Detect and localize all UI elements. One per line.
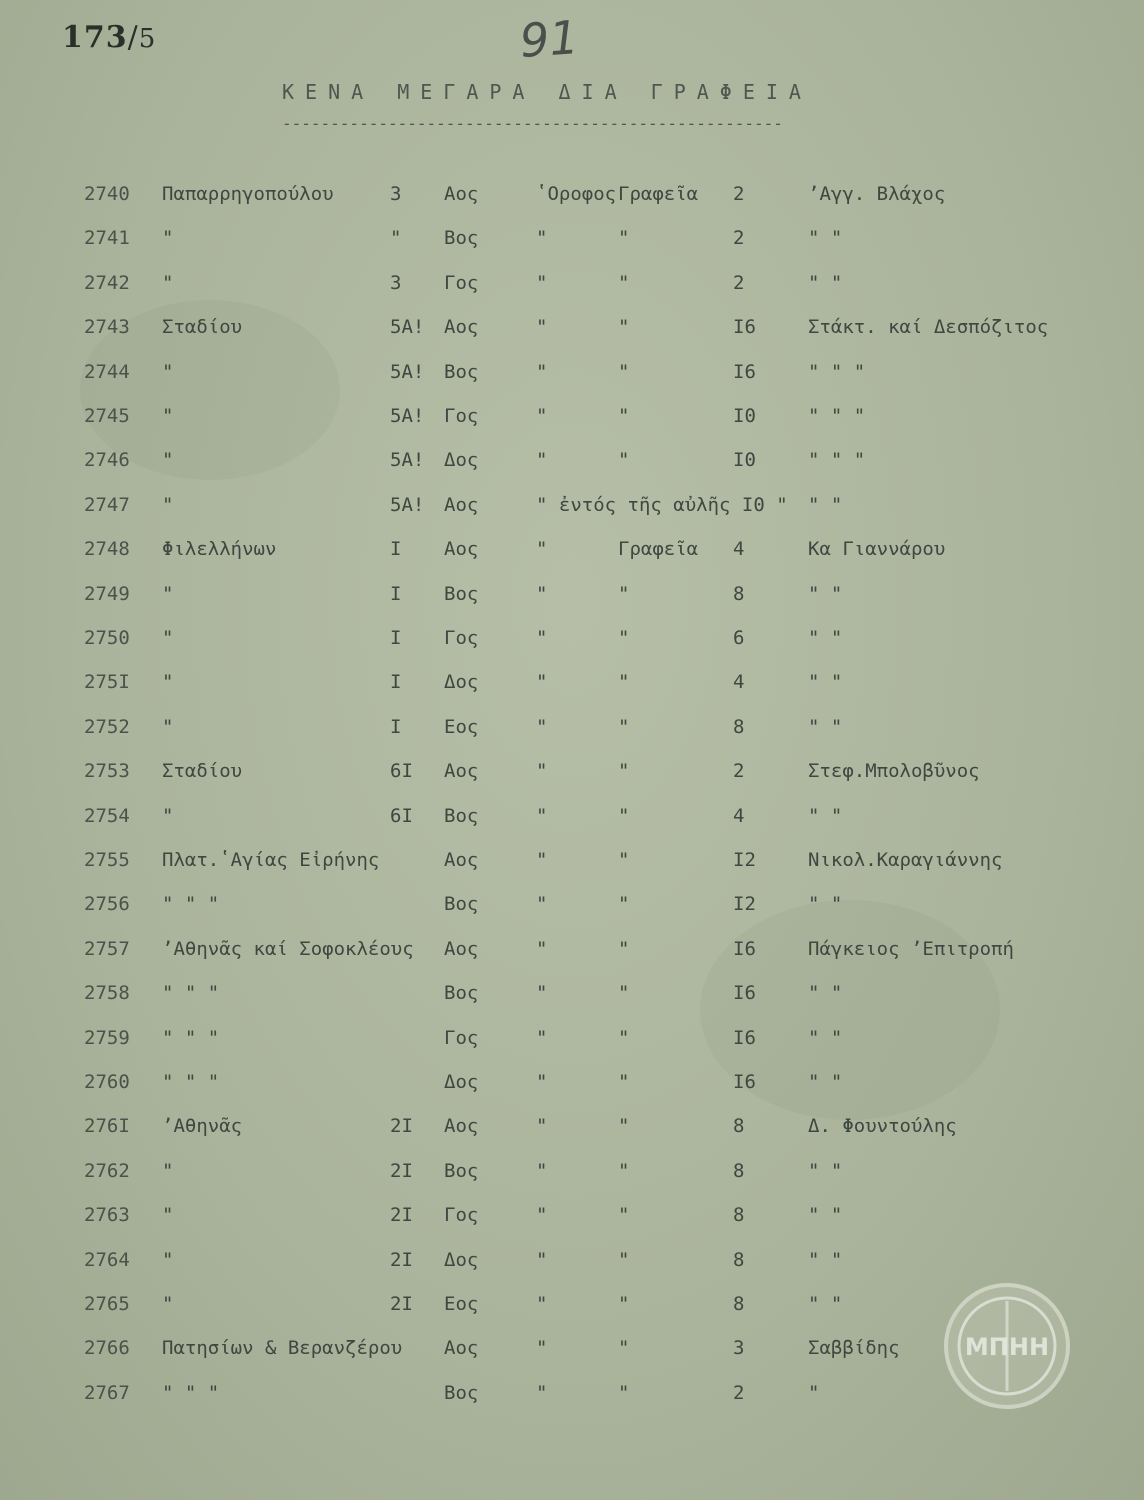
cell-no: 2754 (84, 804, 130, 827)
cell-d1: " (536, 316, 548, 339)
cell-no: 275Ι (84, 671, 130, 694)
cell-owner: " (808, 1381, 820, 1404)
cell-count: Ι0 (733, 449, 756, 472)
cell-owner: " " (808, 671, 843, 694)
cell-count: 8 (733, 1248, 745, 1271)
cell-no: 2756 (84, 893, 130, 916)
cell-owner: Στεφ.Μπολοβῦνος (808, 760, 980, 783)
cell-street: " " " (162, 893, 220, 916)
cell-type: " (618, 893, 630, 916)
cell-num: Ι (390, 715, 402, 738)
cell-num: 5Α! (390, 316, 425, 339)
cell-type: " (618, 982, 630, 1005)
cell-count: Ι6 (733, 360, 756, 383)
cell-street: Σταδίου (162, 316, 243, 339)
cell-floor: Αος (444, 760, 479, 783)
cell-street: " (162, 627, 174, 649)
cell-no: 2753 (84, 760, 130, 783)
cell-d1: " (536, 760, 548, 783)
cell-floor: Γος (444, 1026, 479, 1049)
cell-num: 5Α! (390, 360, 425, 383)
cell-count: 2 (733, 271, 745, 294)
cell-d1: " (536, 1026, 548, 1049)
table-row (0, 538, 1144, 568)
cell-floor: Γος (444, 1204, 479, 1227)
cell-street: " (162, 227, 174, 250)
table-row (0, 1249, 1144, 1279)
cell-street: " (162, 582, 174, 605)
cell-type: " (618, 715, 630, 738)
cell-no: 276Ι (84, 1115, 130, 1138)
cell-street: " (162, 1248, 174, 1271)
cell-count: 3 (733, 1337, 745, 1360)
table-row (0, 938, 1144, 968)
cell-type: " (618, 316, 630, 339)
stamp-emblem-icon (952, 1291, 1062, 1401)
cell-owner: " " (808, 1293, 843, 1315)
cell-street: " (162, 493, 174, 516)
cell-num: 5Α! (390, 405, 425, 427)
cell-floor: Αος (444, 538, 479, 561)
cell-type: " (618, 627, 630, 649)
archive-reference: 173/5 (62, 20, 157, 55)
cell-street: Πατησίων & Βερανζέρου (162, 1337, 403, 1360)
cell-type: " (618, 1026, 630, 1049)
cell-no: 2762 (84, 1159, 130, 1182)
table-row (0, 183, 1144, 213)
table-row (0, 982, 1144, 1012)
cell-floor: Εος (444, 1293, 479, 1315)
cell-owner: " " (808, 1248, 843, 1271)
table-row (0, 805, 1144, 835)
cell-type: Γραφεῖα (618, 183, 699, 205)
cell-count: 8 (733, 1204, 745, 1227)
cell-owner: " " (808, 804, 843, 827)
cell-owner: " " (808, 715, 843, 738)
cell-count: 8 (733, 1293, 745, 1315)
cell-owner: " " (808, 982, 843, 1005)
cell-no: 2740 (84, 183, 130, 205)
cell-owner: " " (808, 627, 843, 649)
cell-no: 2746 (84, 449, 130, 472)
cell-street: " (162, 671, 174, 694)
cell-type: " (618, 1204, 630, 1227)
cell-count: 8 (733, 1159, 745, 1182)
cell-owner: " " (808, 1026, 843, 1049)
cell-d1: " (536, 360, 548, 383)
cell-num: 6Ι (390, 804, 413, 827)
cell-owner: " " (808, 1071, 843, 1093)
cell-street: " " " (162, 1381, 220, 1404)
cell-num: 3 (390, 183, 402, 205)
cell-num: 2Ι (390, 1248, 413, 1271)
cell-floor: Δος (444, 1248, 479, 1271)
cell-floor: Βος (444, 1381, 479, 1404)
cell-floor: Δος (444, 671, 479, 694)
cell-d1: " (536, 1204, 548, 1227)
cell-count: 8 (733, 715, 745, 738)
cell-count: Ι6 (733, 316, 756, 339)
cell-owner: Νικολ.Καραγιάννης (808, 849, 1003, 871)
cell-no: 2750 (84, 627, 130, 649)
cell-no: 2749 (84, 582, 130, 605)
document-title: ΚΕΝΑ ΜΕΓΑΡΑ ΔΙΑ ΓΡΑΦΕΙΑ (282, 80, 812, 104)
table-row (0, 227, 1144, 257)
cell-floor: Βος (444, 893, 479, 916)
cell-num: 2Ι (390, 1159, 413, 1182)
cell-d1: " ἐντός τῆς αὐλῆς Ι0 " (536, 493, 788, 516)
table-row (0, 671, 1144, 701)
archive-ref-sub: 5 (138, 24, 157, 54)
cell-no: 2742 (84, 271, 130, 294)
table-row (0, 1027, 1144, 1057)
cell-owner: Στάκτ. καί Δεσπόζιτος (808, 316, 1049, 339)
cell-floor: Βος (444, 1159, 479, 1182)
cell-street: Φιλελλήνων (162, 538, 277, 561)
cell-count: Ι0 (733, 405, 756, 427)
cell-owner: Σαββίδης (808, 1337, 900, 1360)
cell-no: 2752 (84, 715, 130, 738)
cell-no: 2766 (84, 1337, 130, 1360)
cell-no: 2744 (84, 360, 130, 383)
cell-num: " (390, 227, 402, 250)
cell-num: 5Α! (390, 449, 425, 472)
cell-d1: " (536, 582, 548, 605)
cell-owner: Πάγκειος ʼΕπιτροπή (808, 937, 1014, 960)
cell-d1: " (536, 405, 548, 427)
table-row (0, 449, 1144, 479)
cell-d1: " (536, 1381, 548, 1404)
cell-d1: " (536, 1248, 548, 1271)
cell-type: " (618, 360, 630, 383)
cell-no: 2765 (84, 1293, 130, 1315)
cell-owner: " " " (808, 449, 866, 472)
cell-num: Ι (390, 627, 402, 649)
cell-no: 2745 (84, 405, 130, 427)
cell-street: Σταδίου (162, 760, 243, 783)
cell-floor: Βος (444, 227, 479, 250)
cell-street: " " " (162, 982, 220, 1005)
table-row (0, 760, 1144, 790)
cell-type: " (618, 849, 630, 871)
cell-no: 2755 (84, 849, 130, 871)
cell-count: Ι6 (733, 937, 756, 960)
cell-type: " (618, 227, 630, 250)
cell-no: 2758 (84, 982, 130, 1005)
cell-floor: Αος (444, 316, 479, 339)
cell-type: " (618, 1248, 630, 1271)
cell-owner: " " (808, 893, 843, 916)
cell-num: 2Ι (390, 1115, 413, 1138)
cell-floor: Γος (444, 627, 479, 649)
cell-type: " (618, 804, 630, 827)
cell-type: " (618, 1293, 630, 1315)
cell-street: Παπαρρηγοπούλου (162, 183, 334, 205)
cell-num: Ι (390, 582, 402, 605)
cell-type: " (618, 1337, 630, 1360)
cell-street: " (162, 1159, 174, 1182)
table-row (0, 627, 1144, 657)
cell-d1: " (536, 804, 548, 827)
table-row (0, 1115, 1144, 1145)
cell-type: " (618, 1115, 630, 1138)
cell-owner: " " (808, 1159, 843, 1182)
cell-count: 2 (733, 760, 745, 783)
cell-type: " (618, 671, 630, 694)
cell-num: 2Ι (390, 1293, 413, 1315)
cell-d1: " (536, 627, 548, 649)
cell-d1: " (536, 449, 548, 472)
cell-owner: " " (808, 493, 843, 516)
cell-num: 6Ι (390, 760, 413, 783)
cell-floor: Αος (444, 1115, 479, 1138)
cell-d1: " (536, 1159, 548, 1182)
cell-street: " (162, 804, 174, 827)
cell-owner: " " (808, 1204, 843, 1227)
cell-count: 4 (733, 671, 745, 694)
cell-street: " " " (162, 1026, 220, 1049)
cell-floor: Βος (444, 360, 479, 383)
cell-street: " (162, 1293, 174, 1315)
cell-floor: Βος (444, 804, 479, 827)
cell-street: " (162, 271, 174, 294)
cell-owner: " " (808, 582, 843, 605)
cell-d1: " (536, 937, 548, 960)
cell-street: ʼΑθηνᾶς (162, 1115, 243, 1138)
cell-d1: " (536, 715, 548, 738)
cell-no: 2743 (84, 316, 130, 339)
cell-count: Ι6 (733, 982, 756, 1005)
cell-no: 2747 (84, 493, 130, 516)
cell-street: " (162, 1204, 174, 1227)
cell-owner: " " (808, 227, 843, 250)
table-row (0, 893, 1144, 923)
cell-count: 2 (733, 1381, 745, 1404)
cell-floor: Βος (444, 582, 479, 605)
cell-floor: Αος (444, 1337, 479, 1360)
cell-owner: Κα Γιαννάρου (808, 538, 946, 561)
cell-floor: Εος (444, 715, 479, 738)
cell-street: ʼΑθηνᾶς καί Σοφοκλέους (162, 937, 414, 960)
cell-floor: Δος (444, 1071, 479, 1093)
cell-floor: Αος (444, 183, 479, 205)
cell-no: 2763 (84, 1204, 130, 1227)
cell-type: " (618, 271, 630, 294)
cell-d1: " (536, 1115, 548, 1138)
cell-no: 2767 (84, 1381, 130, 1404)
cell-street: " (162, 449, 174, 472)
cell-count: 8 (733, 582, 745, 605)
cell-floor: Αος (444, 493, 479, 516)
table-row (0, 1071, 1144, 1101)
cell-d1: " (536, 1071, 548, 1093)
cell-num: Ι (390, 538, 402, 561)
cell-count: 2 (733, 227, 745, 250)
table-row (0, 272, 1144, 302)
cell-d1: " (536, 982, 548, 1005)
table-row (0, 849, 1144, 879)
cell-no: 2764 (84, 1248, 130, 1271)
cell-no: 2757 (84, 937, 130, 960)
cell-street: " " " (162, 1071, 220, 1093)
cell-type: Γραφεῖα (618, 538, 699, 561)
table-row (0, 494, 1144, 524)
cell-d1: " (536, 227, 548, 250)
cell-owner: " " " (808, 405, 866, 427)
cell-type: " (618, 1071, 630, 1093)
cell-count: 4 (733, 804, 745, 827)
cell-d1: " (536, 849, 548, 871)
library-stamp (944, 1283, 1070, 1409)
cell-type: " (618, 1381, 630, 1404)
table-row (0, 583, 1144, 613)
svg-text:ΜΠΗΗ: ΜΠΗΗ (964, 1333, 1050, 1361)
cell-owner: Δ. Φουντούλης (808, 1115, 957, 1138)
cell-no: 2759 (84, 1026, 130, 1049)
cell-type: " (618, 582, 630, 605)
cell-count: Ι6 (733, 1071, 756, 1093)
cell-no: 2748 (84, 538, 130, 561)
title-underline: ---------------------------------------------------- (282, 114, 783, 133)
cell-floor: Αος (444, 849, 479, 871)
cell-street: Πλατ.ʽΑγίας Εἰρήνης (162, 849, 380, 871)
table-row (0, 361, 1144, 391)
cell-street: " (162, 360, 174, 383)
cell-owner: ʼΑγγ. Βλάχος (808, 183, 946, 205)
cell-count: 2 (733, 183, 745, 205)
cell-d1: " (536, 271, 548, 294)
table-row (0, 1204, 1144, 1234)
cell-type: " (618, 937, 630, 960)
cell-count: 6 (733, 627, 745, 649)
archive-ref-main: 173 (62, 20, 128, 55)
cell-count: 8 (733, 1115, 745, 1138)
cell-d1: ʽΟροφος (536, 183, 617, 205)
cell-count: Ι6 (733, 1026, 756, 1049)
cell-num: 3 (390, 271, 402, 294)
cell-num: Ι (390, 671, 402, 694)
cell-d1: " (536, 538, 548, 561)
cell-d1: " (536, 1337, 548, 1360)
cell-num: 5Α! (390, 493, 425, 516)
cell-street: " (162, 405, 174, 427)
cell-no: 2760 (84, 1071, 130, 1093)
table-row (0, 716, 1144, 746)
cell-owner: " " " (808, 360, 866, 383)
cell-d1: " (536, 671, 548, 694)
cell-d1: " (536, 1293, 548, 1315)
cell-count: Ι2 (733, 849, 756, 871)
cell-type: " (618, 760, 630, 783)
cell-count: Ι2 (733, 893, 756, 916)
cell-floor: Αος (444, 937, 479, 960)
cell-floor: Βος (444, 982, 479, 1005)
pencil-page-number: 91 (518, 10, 581, 68)
cell-type: " (618, 405, 630, 427)
cell-no: 2741 (84, 227, 130, 250)
cell-count: 4 (733, 538, 745, 561)
cell-owner: " " (808, 271, 843, 294)
cell-floor: Δος (444, 449, 479, 472)
cell-d1: " (536, 893, 548, 916)
cell-floor: Γος (444, 271, 479, 294)
table-row (0, 405, 1144, 435)
cell-type: " (618, 1159, 630, 1182)
table-row (0, 1160, 1144, 1190)
cell-num: 2Ι (390, 1204, 413, 1227)
cell-street: " (162, 715, 174, 738)
cell-floor: Γος (444, 405, 479, 427)
table-row (0, 316, 1144, 346)
cell-type: " (618, 449, 630, 472)
